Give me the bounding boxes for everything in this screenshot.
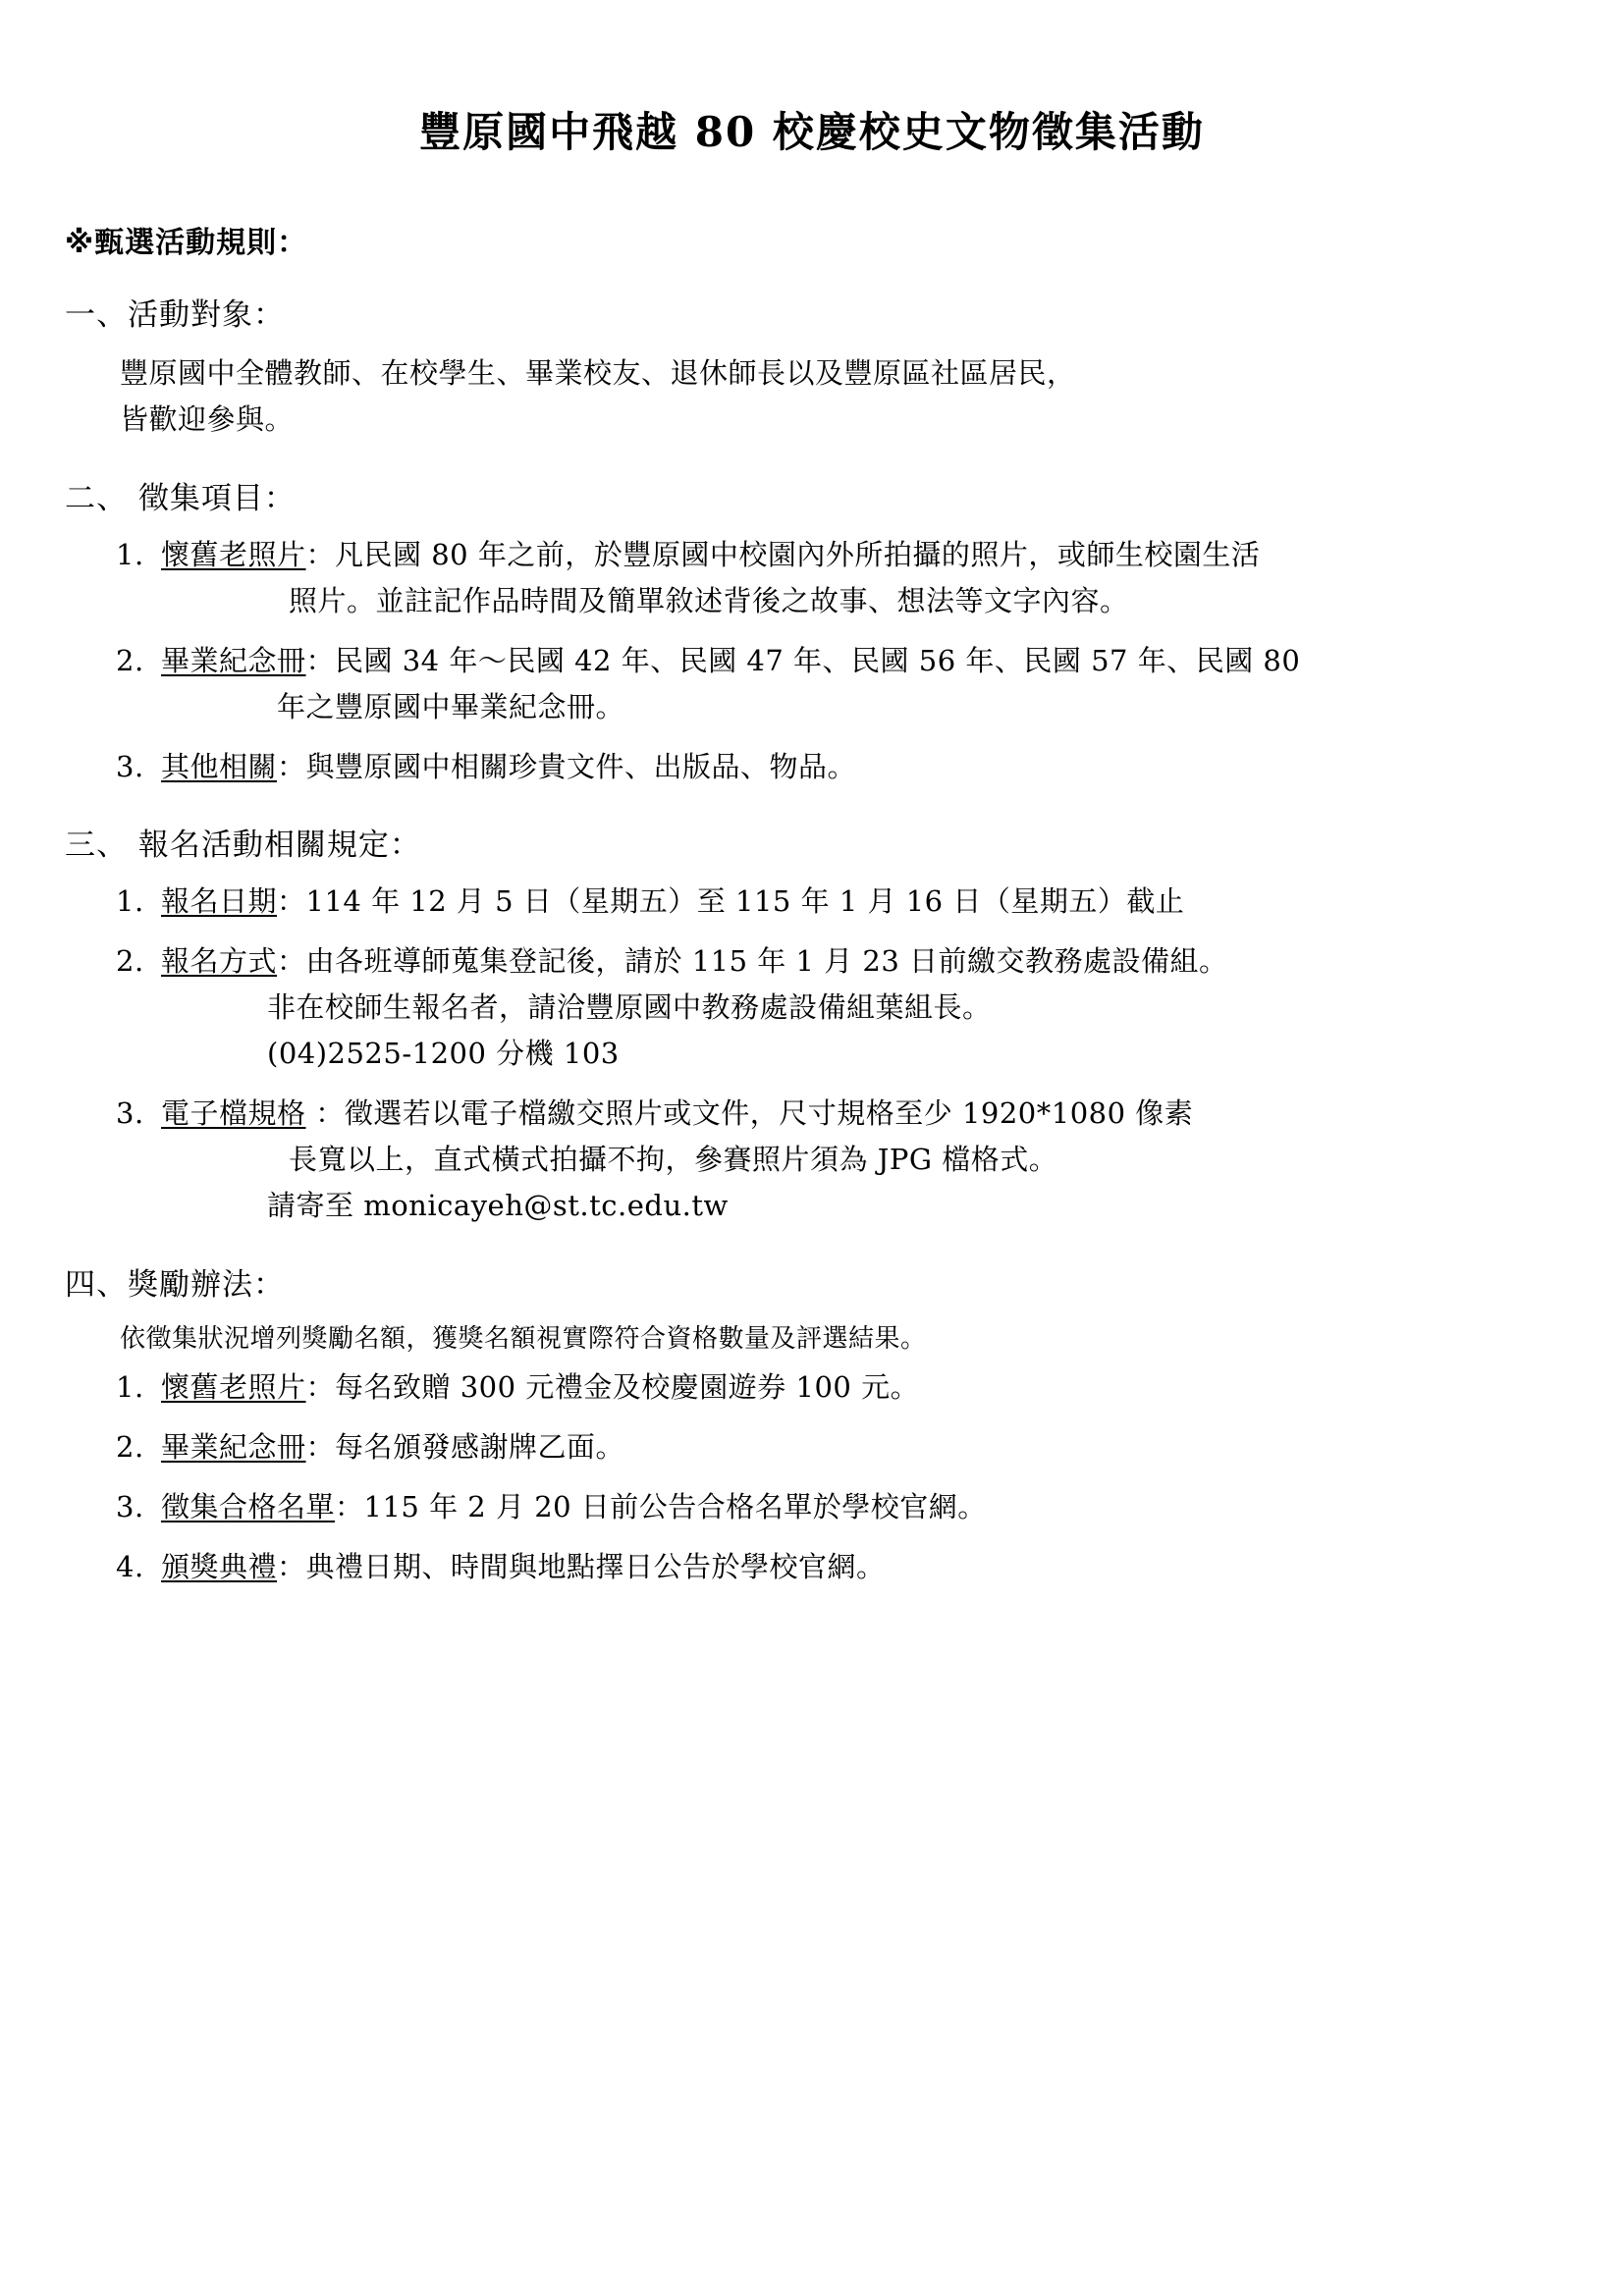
list-text: ：每名頒發感謝牌乙面。 — [305, 1429, 625, 1464]
list-text: ：典禮日期、時間與地點擇日公告於學校官網。 — [277, 1549, 886, 1583]
list-body — [161, 638, 1624, 730]
list-text: ：114 年 12 月 5 日（星期五）至 115 年 1 月 16 日（星期五）截止 — [277, 884, 1185, 919]
list-line — [161, 532, 1624, 578]
list-text: ：徵選若以電子檔繳交照片或文件，尺寸規格至少 1920*1080 像素 — [305, 1096, 1194, 1131]
section-registration — [0, 789, 1624, 1229]
list-line — [161, 1484, 1624, 1530]
list-line: 長寬以上，直式橫式拍攝不拘，參賽照片須為 JPG 檔格式。 — [289, 1143, 1058, 1177]
contact-phone: (04)2525-1200 分機 103 — [267, 1037, 620, 1071]
list-marker: 1. — [116, 537, 144, 571]
list-term: 畢業紀念冊 — [161, 643, 306, 677]
list-item — [0, 1411, 1624, 1470]
list-marker: 4. — [116, 1549, 144, 1583]
list-body — [161, 744, 1624, 790]
section-heading: 一、活動對象： — [65, 297, 285, 334]
list-term: 頒獎典禮 — [161, 1549, 278, 1583]
list-body — [161, 1424, 1624, 1470]
section-collection-items — [0, 443, 1624, 790]
list-line — [161, 744, 1624, 790]
list-text: ：民國 34 年～民國 42 年、民國 47 年、民國 56 年、民國 57 年、民國 80 — [305, 643, 1301, 677]
list-line — [161, 1091, 1624, 1137]
list-line: 照片。並註記作品時間及簡單敘述背後之故事、想法等文字內容。 — [289, 583, 1129, 617]
list-term: 報名方式 — [161, 944, 278, 979]
list-line: 年之豐原國中畢業紀念冊。 — [277, 689, 625, 723]
list-item — [0, 1359, 1624, 1411]
list-term: 電子檔規格 — [161, 1096, 306, 1131]
list-text: ：每名致贈 300 元禮金及校慶園遊券 100 元。 — [305, 1369, 920, 1404]
section-heading: 四、獎勵辦法： — [65, 1267, 285, 1303]
section-heading: 三、 報名活動相關規定： — [65, 828, 421, 864]
list-marker: 2. — [116, 944, 144, 979]
contact-email: 請寄至 monicayeh@st.tc.edu.tw — [267, 1189, 729, 1223]
page-title: 豐原國中飛越 80 校慶校史文物徵集活動 — [419, 108, 1205, 156]
section-paragraph — [0, 335, 1624, 443]
list-marker: 1. — [116, 884, 144, 919]
list-term: 其他相關 — [161, 749, 278, 783]
list-term: 報名日期 — [161, 884, 278, 919]
list-marker: 3. — [116, 749, 144, 783]
list-term: 懷舊老照片 — [161, 1369, 306, 1404]
list-text: ：凡民國 80 年之前，於豐原國中校園內外所拍攝的照片，或師生校園生活 — [305, 537, 1261, 571]
list-marker: 1. — [116, 1369, 144, 1404]
list-item — [0, 1077, 1624, 1229]
list-line — [161, 938, 1624, 985]
section-participants — [0, 261, 1624, 443]
list-marker: 3. — [116, 1489, 144, 1523]
list-term: 懷舊老照片 — [161, 537, 306, 571]
list-item — [0, 518, 1624, 624]
section-heading: 二、 徵集項目： — [65, 480, 296, 516]
list-line — [161, 1364, 1624, 1411]
list-line: 非在校師生報名者，請洽豐原國中教務處設備組葉組長。 — [267, 990, 992, 1025]
list-item — [0, 865, 1624, 925]
list-body — [161, 1484, 1624, 1530]
paragraph-line: 皆歡迎參與。 — [120, 401, 295, 436]
list-body — [161, 938, 1624, 1077]
list-item — [0, 1530, 1624, 1590]
list-body — [161, 879, 1624, 925]
list-item — [0, 925, 1624, 1077]
list-item — [0, 1470, 1624, 1530]
list-text: ：與豐原國中相關珍貴文件、出版品、物品。 — [277, 749, 857, 783]
list-body — [161, 532, 1624, 624]
list-text: ：115 年 2 月 20 日前公告合格名單於學校官網。 — [335, 1489, 987, 1523]
list-body — [161, 1364, 1624, 1411]
awards-note — [0, 1305, 1624, 1359]
list-line — [161, 1424, 1624, 1470]
list-item — [0, 624, 1624, 730]
list-line — [161, 879, 1624, 925]
paragraph-line: 豐原國中全體教師、在校學生、畢業校友、退休師長以及豐原區社區居民， — [120, 355, 1076, 390]
list-body — [161, 1091, 1624, 1229]
list-marker: 2. — [116, 643, 144, 677]
rules-heading: ※甄選活動規則： — [65, 226, 308, 261]
section-awards — [0, 1229, 1624, 1590]
list-term: 徵集合格名單 — [161, 1489, 336, 1523]
list-marker: 2. — [116, 1429, 144, 1464]
awards-note-line: 依徵集狀況增列獎勵名額，獲獎名額視實際符合資格數量及評選結果。 — [120, 1323, 927, 1354]
list-line — [161, 638, 1624, 684]
list-text: ：由各班導師蒐集登記後，請於 115 年 1 月 23 日前繳交教務處設備組。 — [277, 944, 1228, 979]
list-body — [161, 1544, 1624, 1590]
list-item — [0, 730, 1624, 790]
list-marker: 3. — [116, 1096, 144, 1131]
list-term: 畢業紀念冊 — [161, 1429, 306, 1464]
list-line — [161, 1544, 1624, 1590]
